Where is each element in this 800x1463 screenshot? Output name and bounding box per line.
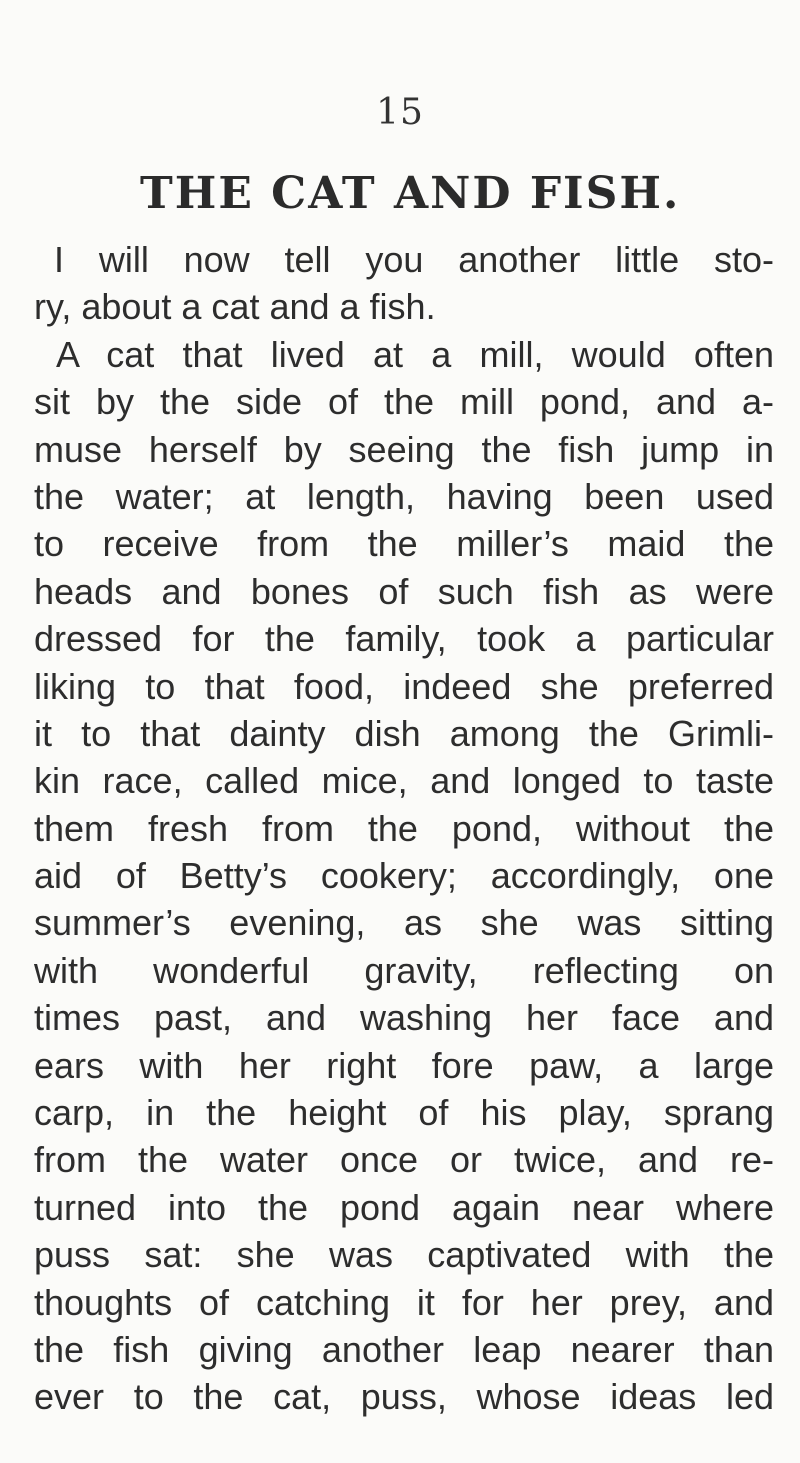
text-line: ry, about a cat and a fish.	[34, 286, 436, 328]
text-line: ever to the cat, puss, whose ideas led	[34, 1376, 774, 1418]
text-line: aid of Betty’s cookery; accordingly, one	[34, 855, 774, 897]
text-line: A cat that lived at a mill, would often	[56, 333, 774, 375]
text-line: heads and bones of such fish as were	[34, 570, 774, 612]
text-line: turned into the pond again near where	[34, 1186, 774, 1228]
text-line: dressed for the family, took a particular	[34, 618, 774, 660]
text-line: I will now tell you another little sto-	[54, 239, 774, 280]
text-line: kin race, called mice, and longed to taste	[34, 760, 774, 802]
text-line: to receive from the miller’s maid the	[34, 523, 774, 565]
text-line: sit by the side of the mill pond, and a-	[34, 381, 774, 423]
text-line: summer’s evening, as she was sitting	[34, 902, 774, 944]
text-line: muse herself by seeing the fish jump in	[34, 428, 774, 470]
text-line: from the water once or twice, and re-	[34, 1139, 774, 1181]
text-line: puss sat: she was captivated with the	[34, 1234, 774, 1276]
text-line: it to that dainty dish among the Grimli-	[34, 712, 774, 754]
text-line: carp, in the height of his play, sprang	[34, 1092, 774, 1134]
page-number: 15	[376, 92, 424, 133]
text-line: times past, and washing her face and	[34, 997, 774, 1039]
body-text	[34, 236, 774, 1421]
chapter-title: THE CAT AND FISH.	[140, 168, 681, 219]
text-line: the fish giving another leap nearer than	[34, 1328, 774, 1370]
text-line: thoughts of catching it for her prey, and	[34, 1281, 774, 1323]
text-line: liking to that food, indeed she preferred	[34, 665, 774, 707]
text-line: with wonderful gravity, reflecting on	[34, 949, 774, 991]
text-line: the water; at length, having been used	[34, 475, 774, 517]
text-line: ears with her right fore paw, a large	[34, 1044, 774, 1086]
text-line: them fresh from the pond, without the	[34, 807, 774, 849]
